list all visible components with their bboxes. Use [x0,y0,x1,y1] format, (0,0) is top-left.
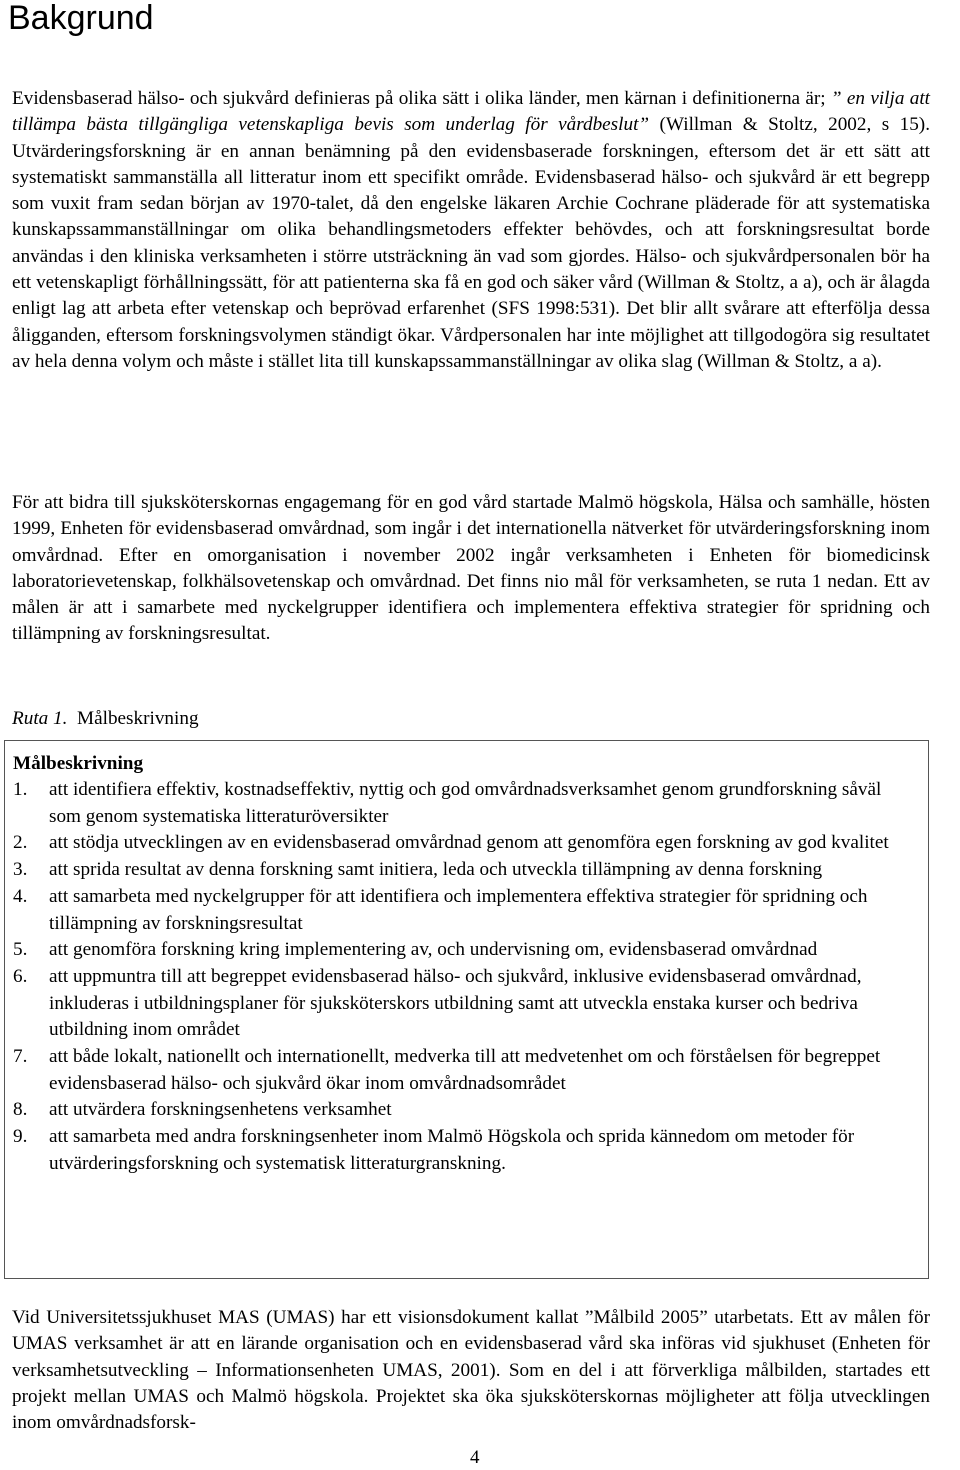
caption-label: Ruta 1. [12,708,68,729]
list-item [13,1124,913,1177]
list-item-text: att utvärdera forskningsenhetens verksamhet [49,1099,392,1121]
paragraph-definition [12,86,930,375]
list-item [13,937,913,964]
caption-text: Målbeskrivning [77,708,199,729]
list-item [13,964,913,1044]
list-item-number: 1. [13,779,28,800]
list-item [13,830,913,857]
list-item-number: 4. [13,885,28,907]
list-item-number: 8. [13,1099,28,1121]
list-item-text: att både lokalt, nationellt och internationellt, medverka till att medvetenhet om och förståelsen för begreppet evidensbaserad hälso- och sjukvård ökar inom omvårdnadsområdet [49,1046,881,1094]
list-item-number: 5. [13,939,28,961]
list-item [13,857,913,884]
paragraph-umas: Vid Universitetssjukhuset MAS (UMAS) har ett visionsdokument kallat ”Målbild 2005” utarbetats. Ett av målen för UMAS verksamhet är att en lärande organisation och en evidensbaserad vård ska införas vid sjukhuset (Enheten för verksamhetsutveckling – Informationsenheten UMAS, 2001). Som en del i att förverkliga målbilden, startades ett projekt mellan UMAS och Malmö högskola. Projektet ska öka sjuksköterskornas möjligheter att följa utvecklingen inom omvårdnadsforsk- [12,1307,930,1434]
goals-box-title: Målbeskrivning [13,753,144,774]
list-item-number: 9. [13,1126,28,1148]
paragraph-intro: Evidensbaserad hälso- och sjukvård definieras på olika sätt i olika länder, men kärnan i definitionerna är; [12,88,831,109]
list-item [13,1044,913,1097]
list-item-text: att stödja utvecklingen av en evidensbaserad omvårdnad genom att genomföra egen forskning av god kvalitet [49,832,889,854]
list-item-text: att samarbeta med nyckelgrupper för att identifiera och implementera effektiva strategier för spridning och tillämpning av forskningsresultat [49,885,868,934]
list-item-number: 3. [13,859,28,881]
list-item [13,884,913,937]
list-item-number: 2. [13,832,28,854]
list-item-text: att identifiera effektiv, kostnadseffektiv, nyttig och god omvårdnadsverksamhet genom grundforskning såväl som genom systematiska litteraturöversikter [49,779,882,827]
goals-list [13,777,913,1178]
list-item-number: 7. [13,1046,28,1068]
box-caption [12,706,199,732]
list-item-text: att samarbeta med andra forskningsenheter inom Malmö Högskola och sprida kännedom om metoder för utvärderingsforskning och systematisk litteraturgranskning. [49,1126,855,1174]
list-item [13,777,913,830]
paragraph-rest: (Willman & Stoltz, 2002, s 15). Utvärderingsforskning är en annan benämning på den evidensbaserade forskningen, eftersom det är ett sätt att systematiskt sammanställa all litteratur inom ett specifikt område. Evidensbaserad hälso- och sjukvård är ett begrepp som vuxit fram sedan början av 1970-talet, då den engelske läkaren Archie Cochrane pläderade för att systematiska kunskapssammanställningar om olika behandlingsmetoders effekter behövdes, och att forskningsresultat borde användas i den kliniska verksamheten i större utsträckning än vad som gjordes. Hälso- och sjukvårdpersonalen bör ha ett vetenskapligt förhållningssätt, för att patienterna ska få en god och säker vård (Willman & Stoltz, a a), och är ålagda enligt lag att arbeta efter vetenskap och beprövad erfarenhet (SFS 1998:531). Det blir allt svårare att efterfölja dessa åligganden, eftersom forskningsvolymen ständigt ökar. Vårdpersonalen har inte möjlighet att tillgodogöra sig resultatet av hela denna volym och måste i stället lita till kunskapssammanställningar av olika slag (Willman & Stoltz, a a). [12,114,930,372]
goals-box [4,740,929,1279]
paragraph-malmo: För att bidra till sjuksköterskornas engagemang för en god vård startade Malmö högskola, Hälsa och samhälle, hösten 1999, Enheten för evidensbaserad omvårdnad, som ingår i det internationella nätverket för utvärderingsforskning inom omvårdnad. Efter en omorganisation i november 2002 ingår verksamheten i Enheten för biomedicinsk laboratorievetenskap, folkhälsovetenskap och omvårdnad. Det finns nio mål för verksamheten, se ruta 1 nedan. Ett av målen är att i samarbete med nyckelgrupper identifiera och implementera effektiva strategier för spridning och tillämpning av forskningsresultat. [12,492,930,645]
page-heading: Bakgrund [8,0,154,37]
page-number: 4 [470,1447,480,1468]
list-item-text: att uppmuntra till att begreppet evidensbaserad hälso- och sjukvård, inklusive evidensbaserad omvårdnad, inkluderas i utbildningsplaner för sjuksköterskors utbildning samt att utveckla enstaka kurser och bedriva utbildning inom området [49,965,862,1041]
definition-quote: ” en vilja att tillämpa bästa tillgängliga vetenskapliga bevis som underlag för vårdbeslut” [12,88,930,136]
list-item-text: att genomföra forskning kring implementering av, och undervisning om, evidensbaserad omvårdnad [49,939,818,961]
list-item-text: att sprida resultat av denna forskning samt initiera, leda och utveckla tillämpning av denna forskning [49,859,823,881]
list-item-number: 6. [13,965,28,987]
list-item [13,1097,913,1124]
